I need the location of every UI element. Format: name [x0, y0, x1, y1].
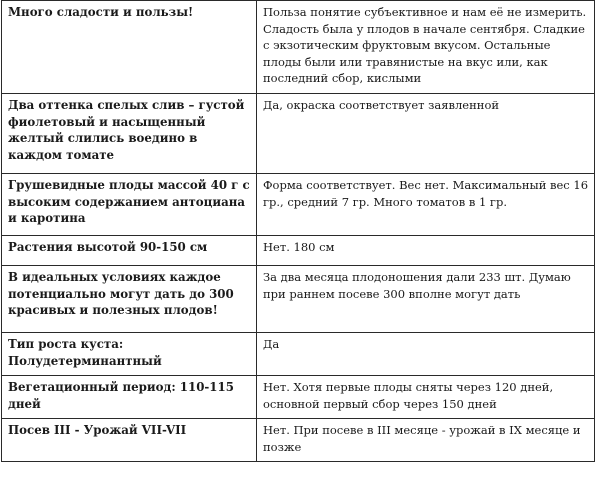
- table-row: [2, 376, 595, 419]
- table-row: [2, 1, 595, 94]
- claim-cell: Два оттенка спелых слив – густой фиолетовый и насыщенный желтый слились воедино в каждом томате: [2, 94, 257, 174]
- verdict-cell: Форма соответствует. Вес нет. Максимальный вес 16 гр., средний 7 гр. Много томатов в 1 гр.: [257, 174, 595, 236]
- claim-cell: Растения высотой 90-150 см: [2, 236, 257, 266]
- table-row: [2, 419, 595, 462]
- table-row: [2, 333, 595, 376]
- verdict-cell: Нет. Хотя первые плоды сняты через 120 дней, основной первый сбор через 150 дней: [257, 376, 595, 419]
- verdict-cell: Нет. 180 см: [257, 236, 595, 266]
- claim-cell: Посев III - Урожай VII-VII: [2, 419, 257, 462]
- claim-cell: В идеальных условиях каждое потенциально могут дать до 300 красивых и полезных плодов!: [2, 266, 257, 333]
- claims-comparison-table: [1, 0, 595, 462]
- verdict-cell: Польза понятие субъективное и нам её не измерить. Сладость была у плодов в начале сентября. Сладкие с экзотическим фруктовым вкусом. Остальные плоды были или травянистые на вкус или, как последний сбор, кислыми: [257, 1, 595, 94]
- verdict-cell: Да, окраска соответствует заявленной: [257, 94, 595, 174]
- claim-cell: Тип роста куста: Полудетерминантный: [2, 333, 257, 376]
- table-row: [2, 236, 595, 266]
- claim-cell: Вегетационный период: 110-115 дней: [2, 376, 257, 419]
- table-row: [2, 174, 595, 236]
- table-row: [2, 266, 595, 333]
- verdict-cell: За два месяца плодоношения дали 233 шт. Думаю при раннем посеве 300 вполне могут дать: [257, 266, 595, 333]
- claim-cell: Грушевидные плоды массой 40 г с высоким содержанием антоциана и каротина: [2, 174, 257, 236]
- verdict-cell: Нет. При посеве в III месяце - урожай в IX месяце и позже: [257, 419, 595, 462]
- claim-cell: Много сладости и пользы!: [2, 1, 257, 94]
- verdict-cell: Да: [257, 333, 595, 376]
- table-row: [2, 94, 595, 174]
